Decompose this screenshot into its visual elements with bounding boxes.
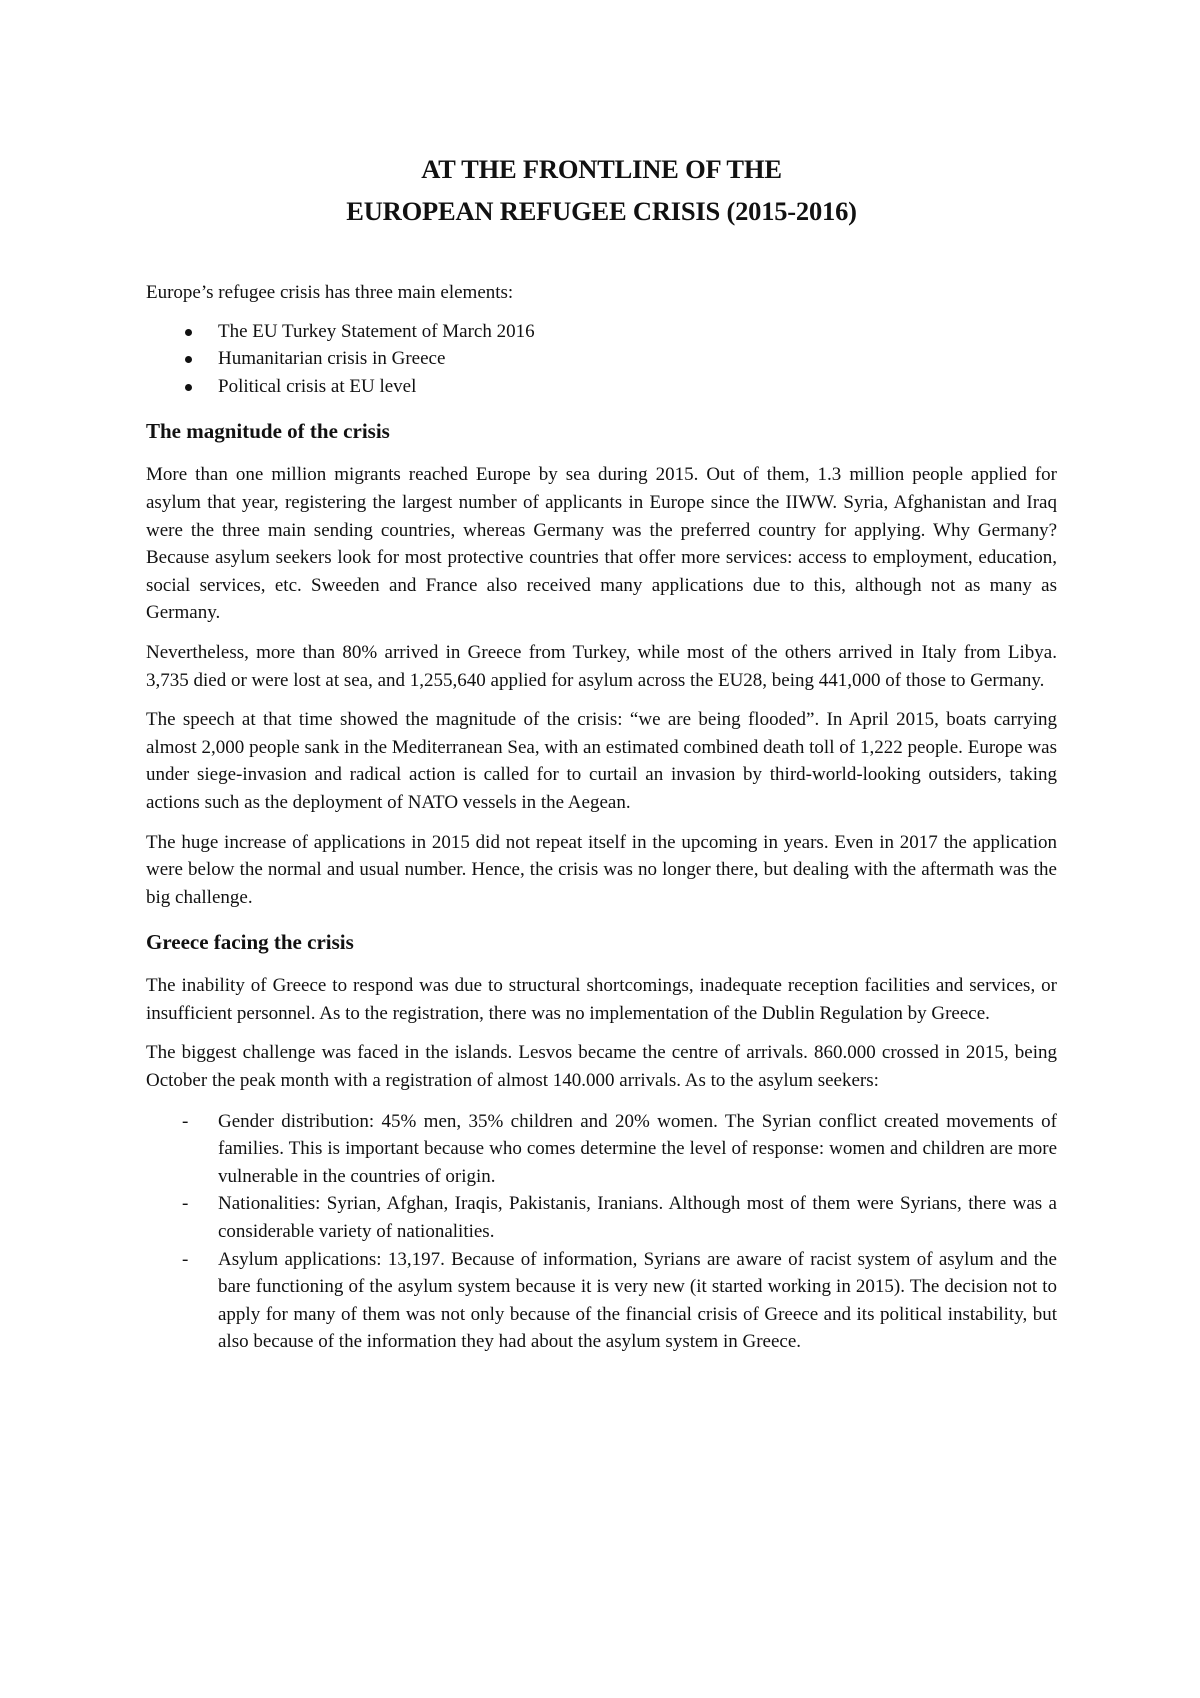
paragraph: Nevertheless, more than 80% arrived in Greece from Turkey, while most of the others arrived in Italy from Libya. 3,735 died or were lost at sea, and 1,255,640 applied for asylum across the EU28, being 441,000 of those to Germany. — [146, 641, 1057, 691]
asylum-seekers-list — [146, 1108, 1057, 1356]
list-item-text: The EU Turkey Statement of March 2016 — [218, 320, 535, 342]
document-title — [146, 148, 1057, 232]
bullet-icon — [185, 384, 192, 391]
intro-paragraph: Europe’s refugee crisis has three main elements: — [146, 282, 514, 303]
title-line-1: AT THE FRONTLINE OF THE — [421, 154, 782, 184]
list-item — [146, 1108, 1057, 1191]
list-item — [146, 1246, 1057, 1356]
paragraph: The speech at that time showed the magnitude of the crisis: “we are being flooded”. In April 2015, boats carrying almost 2,000 people sank in the Mediterranean Sea, with an estimated combined death toll of 1,222 people. Europe was under siege-invasion and radical action is called for to curtail an invasion by third-world-looking outsiders, taking actions such as the deployment of NATO vessels in the Aegean. — [146, 709, 1057, 813]
section-heading-magnitude: The magnitude of the crisis — [146, 419, 390, 444]
list-item-text: Asylum applications: 13,197. Because of information, Syrians are aware of racist system of asylum and the bare functioning of the asylum system because it is very new (it started working in 2015). The decision not to apply for many of them was not only because of the financial crisis of Greece and its political instability, but also because of the information they had about the asylum system in Greece. — [218, 1248, 1057, 1353]
bullet-icon — [185, 329, 192, 336]
list-item-text: Gender distribution: 45% men, 35% children and 20% women. The Syrian conflict created movements of families. This is important because who comes determine the level of response: women and children are more vulnerable in the countries of origin. — [218, 1110, 1057, 1187]
list-item-text: Nationalities: Syrian, Afghan, Iraqis, Pakistanis, Iranians. Although most of them were Syrians, there was a considerable variety of nationalities. — [218, 1193, 1057, 1243]
paragraph: More than one million migrants reached Europe by sea during 2015. Out of them, 1.3 million people applied for asylum that year, registering the largest number of applicants in Europe since the IIWW. Syria, Afghanistan and Iraq were the three main sending countries, whereas Germany was the preferred country for applying. Why Germany? Because asylum seekers look for most protective countries that offer more services: access to employment, education, social services, etc. Sweeden and France also received many applications due to this, although not as many as Germany. — [146, 464, 1057, 624]
list-item — [146, 318, 1057, 346]
bullet-icon — [185, 356, 192, 363]
list-item — [146, 345, 1057, 373]
list-item-text: Humanitarian crisis in Greece — [218, 348, 446, 370]
title-line-2: EUROPEAN REFUGEE CRISIS (2015-2016) — [346, 196, 857, 226]
elements-list — [146, 318, 1057, 401]
dash-marker: - — [182, 1248, 189, 1270]
paragraph: The huge increase of applications in 2015 did not repeat itself in the upcoming in years. Even in 2017 the application were below the normal and usual number. Hence, the crisis was no longer there, but dealing with the aftermath was the big challenge. — [146, 831, 1057, 908]
list-item-text: Political crisis at EU level — [218, 375, 417, 397]
dash-marker: - — [182, 1110, 189, 1132]
list-item — [146, 1190, 1057, 1245]
paragraph: The inability of Greece to respond was due to structural shortcomings, inadequate reception facilities and services, or insufficient personnel. As to the registration, there was no implementation of the Dublin Regulation by Greece. — [146, 975, 1057, 1024]
list-item — [146, 373, 1057, 401]
document-body — [146, 148, 1057, 1356]
section-heading-greece: Greece facing the crisis — [146, 930, 354, 955]
paragraph: The biggest challenge was faced in the islands. Lesvos became the centre of arrivals. 860.000 crossed in 2015, being October the peak month with a registration of almost 140.000 arrivals. As to the asylum seekers: — [146, 1042, 1057, 1092]
dash-marker: - — [182, 1193, 189, 1215]
